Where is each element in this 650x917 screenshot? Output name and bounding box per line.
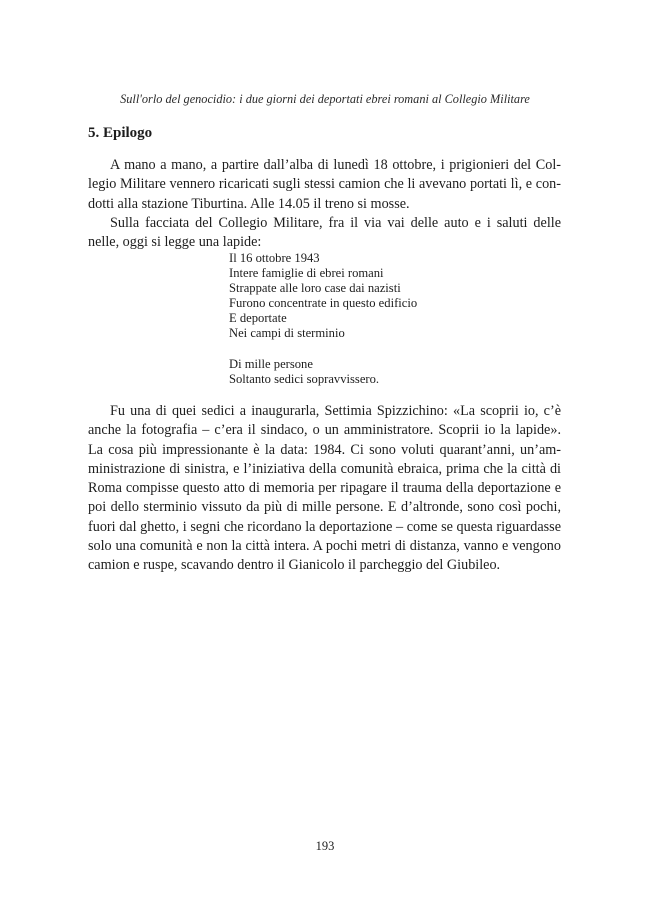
text-line: fuori dal ghetto, i segni che ricordano la deportazione – come se questa riguardasse [88, 518, 561, 535]
plaque-line: E deportate [229, 311, 287, 326]
text-line: poi dello sterminio vissuto da più di mille persone. E d’altronde, sono così pochi, [88, 499, 561, 516]
paragraph-3 [88, 402, 561, 576]
paragraph-1 [88, 156, 561, 214]
text-line: dotti alla stazione Tiburtina. Alle 14.05 il treno si mosse. [88, 195, 410, 212]
plaque-line: Di mille persone [229, 356, 313, 371]
plaque-line: Intere famiglie di ebrei romani [229, 266, 384, 281]
plaque-line: Il 16 ottobre 1943 [229, 251, 320, 265]
text-line: camion e ruspe, scavando dentro il Gianicolo il parcheggio del Giubileo. [88, 557, 501, 574]
text-line: A mano a mano, a partire dall’alba di lunedì 18 ottobre, i prigionieri del Col- [110, 157, 561, 173]
page-number: 193 [315, 839, 335, 853]
text-line: La cosa più impressionante è la data: 1984. Ci sono voluti quarant’anni, un’am- [88, 441, 561, 458]
stanza-break [229, 342, 417, 357]
plaque-inscription [229, 251, 417, 387]
text-line: Fu una di quei sedici a inaugurarla, Settimia Spizzichino: «La scoprii io, c’è [110, 403, 561, 419]
section-heading: 5. Epilogo [88, 125, 153, 141]
plaque-line: Strappate alle loro case dai nazisti [229, 281, 401, 296]
text-line: anche la fotografia – c’era il sindaco, o un amministratore. Scoprii io la lapide». [88, 422, 561, 439]
text-line: nelle, oggi si legge una lapide: [88, 234, 262, 251]
plaque-line: Furono concentrate in questo edificio [229, 296, 418, 311]
text-line: ministrazione di sinistra, e l’iniziativa della comunità ebraica, prima che la città di [88, 460, 561, 477]
text-line: legio Militare vennero ricaricati sugli stessi camion che li avevano portati lì, e con- [88, 176, 561, 193]
paragraph-2 [88, 214, 561, 253]
text-line: Sulla facciata del Collegio Militare, fra il via vai delle auto e i saluti delle [110, 215, 561, 231]
plaque-line: Soltanto sedici sopravvissero. [229, 371, 380, 386]
text-line: Roma compisse questo atto di memoria per ripagare il trauma della deportazione e [88, 480, 561, 497]
plaque-line: Nei campi di sterminio [229, 326, 345, 341]
text-line: solo una comunità e non la città intera. A pochi metri di distanza, vanno e vengono [88, 538, 561, 555]
running-header: Sull'orlo del genocidio: i due giorni dei deportati ebrei romani al Collegio Militare [120, 92, 530, 106]
